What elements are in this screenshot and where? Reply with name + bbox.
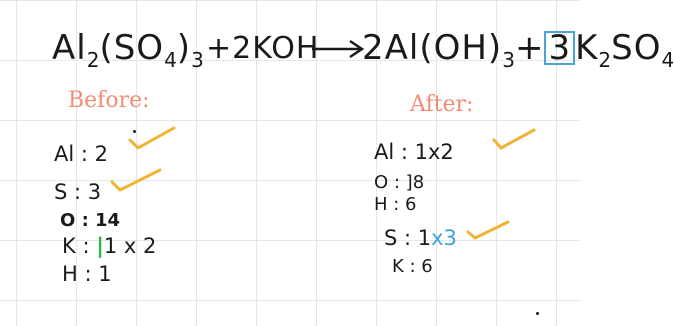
before-o-count: O : 14 xyxy=(60,210,121,231)
before-s-count: S : 3 xyxy=(54,180,102,204)
product-aluminum-hydroxide: $2Al(OH)_3$ xyxy=(362,28,515,72)
reactant-koh: +2KOH xyxy=(206,31,320,66)
right-arrow-icon xyxy=(310,34,366,62)
reactant-aluminum-sulfate: $Al_2(SO_4)_3$ xyxy=(52,28,204,72)
before-al-count: Al : 2 xyxy=(54,142,108,166)
multiplier-highlight: x3 xyxy=(431,226,457,250)
before-h-count: H : 1 xyxy=(62,262,112,286)
after-heading: After: xyxy=(410,92,474,117)
after-h-count: H : 6 xyxy=(374,194,417,215)
before-k-count: K : |1 x 2 xyxy=(62,234,157,258)
product-potassium-sulfate: $K_2SO_4$ xyxy=(575,28,674,72)
after-s-count: S : 1x3 xyxy=(384,226,457,250)
ink-dot xyxy=(133,130,136,133)
after-al-count: Al : 1x2 xyxy=(374,140,454,164)
green-cursor-mark: | xyxy=(96,234,104,258)
ink-dot xyxy=(536,312,539,315)
after-o-count: O : ]8 xyxy=(374,172,425,193)
boxed-coefficient: 3 xyxy=(544,31,575,65)
check-mark-icon xyxy=(492,126,536,152)
check-mark-icon xyxy=(110,166,162,194)
check-mark-icon xyxy=(466,218,510,242)
after-k-count: K : 6 xyxy=(392,256,433,277)
before-heading: Before: xyxy=(68,88,150,113)
check-mark-icon xyxy=(128,124,176,152)
products: $2Al(OH)_3+ 3$ $K_2SO_4$ xyxy=(362,28,674,72)
